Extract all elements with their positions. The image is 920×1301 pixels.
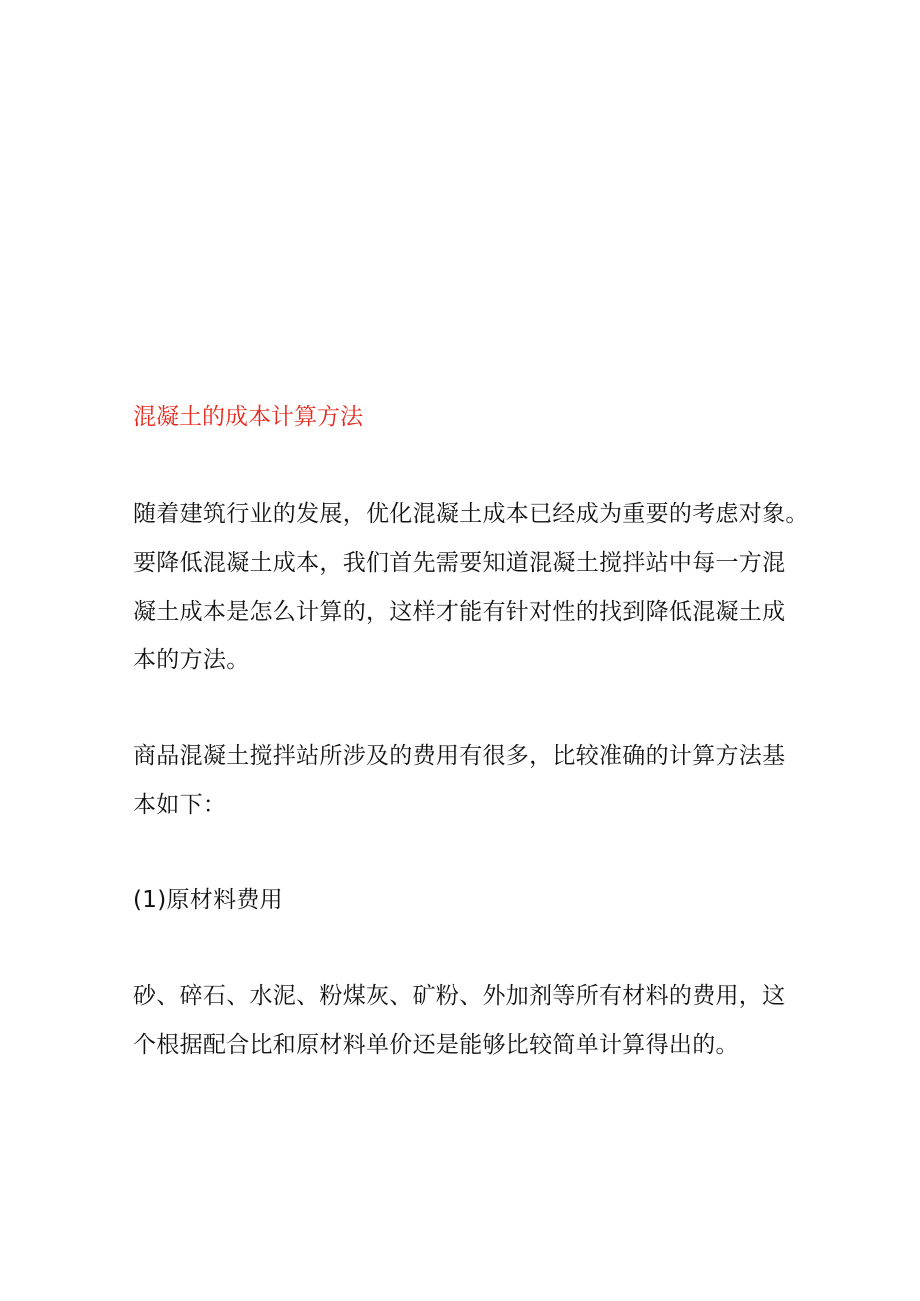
paragraph-2-line-1: 商品混凝土搅拌站所涉及的费用有很多，比较准确的计算方法基 — [133, 743, 786, 769]
paragraph-2-line-2: 本如下： — [133, 792, 227, 818]
paragraph-1-line-4: 本的方法。 — [133, 647, 250, 673]
paragraph-3-line-1: 砂、碎石、水泥、粉煤灰、矿粉、外加剂等所有材料的费用，这 — [133, 983, 786, 1009]
paragraph-1-line-3: 凝土成本是怎么计算的，这样才能有针对性的找到降低混凝土成 — [133, 599, 786, 625]
section-heading: (1)原材料费用 — [133, 887, 283, 913]
document-title: 混凝土的成本计算方法 — [133, 404, 363, 430]
paragraph-1-line-2: 要降低混凝土成本，我们首先需要知道混凝土搅拌站中每一方混 — [133, 550, 786, 576]
paragraph-1-line-1: 随着建筑行业的发展，优化混凝土成本已经成为重要的考虑对象。 — [133, 501, 809, 527]
paragraph-3-line-2: 个根据配合比和原材料单价还是能够比较简单计算得出的。 — [133, 1032, 739, 1058]
